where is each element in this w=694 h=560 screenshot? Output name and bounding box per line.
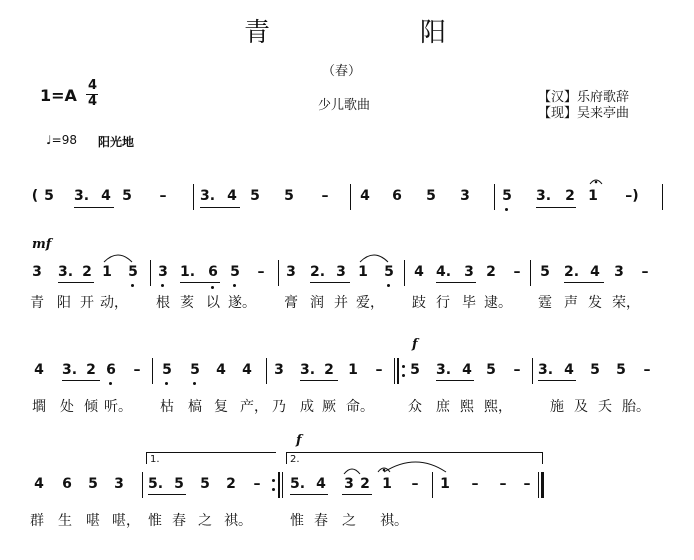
note: 5 xyxy=(44,188,54,204)
lyric: 跂 xyxy=(412,295,426,311)
lyric: 阳 xyxy=(57,295,71,311)
time-signature-bottom: 4 xyxy=(88,94,98,109)
note: 6 xyxy=(62,476,72,492)
lyric: 熙， xyxy=(484,399,512,415)
note: 6 xyxy=(208,264,218,280)
note: 1 xyxy=(382,476,392,492)
note: 2. xyxy=(564,264,580,280)
note: 5. xyxy=(148,476,164,492)
note: 3 xyxy=(32,264,42,280)
note: 5 xyxy=(410,362,420,378)
lyric: 之 xyxy=(198,513,212,529)
note: 5 xyxy=(426,188,436,204)
dynamic-f-1: f xyxy=(412,337,418,352)
note: 2 xyxy=(565,188,575,204)
note: 5 xyxy=(250,188,260,204)
note: 3. xyxy=(436,362,452,378)
note: 4 xyxy=(34,362,44,378)
lyric: 命。 xyxy=(346,399,374,415)
lyric: 遂。 xyxy=(228,295,256,311)
title-char-left: 青 xyxy=(244,18,271,48)
note: 5 xyxy=(128,264,138,280)
lyric: 行 xyxy=(436,295,450,311)
note: 5 xyxy=(616,362,626,378)
lyric: 荄 xyxy=(180,295,194,311)
note: – xyxy=(253,476,261,492)
lyric: 祺。 xyxy=(380,513,408,529)
note: 4 xyxy=(414,264,424,280)
note: 4 xyxy=(316,476,326,492)
note: 3 xyxy=(274,362,284,378)
slur xyxy=(104,255,132,262)
note: 3. xyxy=(536,188,552,204)
note: 3 xyxy=(286,264,296,280)
lyric: 众 xyxy=(408,399,422,415)
lyric: 厥 xyxy=(322,399,336,415)
lyric: 啿， xyxy=(112,513,140,529)
note: 4 xyxy=(360,188,370,204)
lyric: 声 xyxy=(564,295,578,311)
lyric: 乃 xyxy=(272,399,286,415)
note: 5 xyxy=(502,188,512,204)
note: – xyxy=(321,188,329,204)
note: 2. xyxy=(310,264,326,280)
lyric: 处 xyxy=(60,399,74,415)
note: 3 xyxy=(336,264,346,280)
lyric: 春 xyxy=(314,513,328,529)
subtitle: （春） xyxy=(322,64,362,79)
lyric: 复 xyxy=(214,399,228,415)
lyric: 根 xyxy=(156,295,170,311)
lyric: 逮。 xyxy=(484,295,512,311)
lyric: 荣， xyxy=(612,295,640,311)
note: 1 xyxy=(358,264,368,280)
lyric: 夭 xyxy=(598,399,612,415)
note: 3 xyxy=(344,476,354,492)
lyric: 开 xyxy=(80,295,94,311)
note: 4. xyxy=(436,264,452,280)
lyric: 庶 xyxy=(436,399,450,415)
note: – xyxy=(471,476,479,492)
note: 4 xyxy=(564,362,574,378)
note: 2 xyxy=(360,476,370,492)
lyric: 成 xyxy=(300,399,314,415)
note: 3 xyxy=(614,264,624,280)
lyric: 生 xyxy=(58,513,72,529)
lyric: 胎。 xyxy=(622,399,650,415)
lyric: 产， xyxy=(240,399,268,415)
note: 5 xyxy=(284,188,294,204)
lyric: 熙 xyxy=(460,399,474,415)
key-signature: 1=A xyxy=(40,86,77,105)
note: – xyxy=(411,476,419,492)
lyric: 春 xyxy=(172,513,186,529)
note: 2 xyxy=(486,264,496,280)
note: 5 xyxy=(190,362,200,378)
note: 4 xyxy=(462,362,472,378)
note: 3. xyxy=(300,362,316,378)
note: ( xyxy=(31,188,39,204)
note: 3 xyxy=(460,188,470,204)
lyric: 膏 xyxy=(284,295,298,311)
lyric: 倾 xyxy=(84,399,98,415)
lyric: 惟 xyxy=(148,513,162,529)
note: 3 xyxy=(158,264,168,280)
note: 3 xyxy=(114,476,124,492)
note: 5 xyxy=(174,476,184,492)
lyric: 及 xyxy=(574,399,588,415)
lyric: 群 xyxy=(30,513,44,529)
note: 4 xyxy=(101,188,111,204)
note: 6 xyxy=(392,188,402,204)
lyric: 青 xyxy=(30,295,44,311)
lyric: 啿 xyxy=(86,513,100,529)
note: 3. xyxy=(538,362,554,378)
note: 1. xyxy=(180,264,196,280)
note: 2 xyxy=(82,264,92,280)
note: 5 xyxy=(122,188,132,204)
lyric: 润 xyxy=(310,295,324,311)
lyric: 之 xyxy=(342,513,356,529)
note: 4 xyxy=(227,188,237,204)
note: – xyxy=(499,476,507,492)
volta-2-label: 2. xyxy=(290,454,300,465)
lyric: 毕 xyxy=(462,295,476,311)
note: 2 xyxy=(86,362,96,378)
note: – xyxy=(641,264,649,280)
dynamic-mf: mf xyxy=(32,237,52,252)
note: 2 xyxy=(226,476,236,492)
note: 2 xyxy=(324,362,334,378)
note: 1 xyxy=(102,264,112,280)
lyric: 枯 xyxy=(160,399,174,415)
note: 1 xyxy=(588,188,598,204)
note: 3. xyxy=(58,264,74,280)
note: 1 xyxy=(348,362,358,378)
lyric: 壛 xyxy=(32,399,46,415)
fermata-dot xyxy=(383,469,386,472)
lyric: 听。 xyxy=(104,399,132,415)
time-signature-top: 4 xyxy=(88,78,98,93)
note: 4 xyxy=(242,362,252,378)
tempo-mark: ♩=98 xyxy=(46,133,77,147)
lyric: 惟 xyxy=(290,513,304,529)
lyric: 动， xyxy=(100,295,128,311)
note: 5 xyxy=(590,362,600,378)
lyric: 爱， xyxy=(356,295,384,311)
note: – xyxy=(159,188,167,204)
note: –) xyxy=(625,188,639,204)
fermata-dot xyxy=(595,181,598,184)
note: 1 xyxy=(440,476,450,492)
note: – xyxy=(523,476,531,492)
note: 3. xyxy=(74,188,90,204)
note: 5 xyxy=(540,264,550,280)
title-char-right: 阳 xyxy=(420,18,447,48)
note: – xyxy=(643,362,651,378)
note: 5 xyxy=(384,264,394,280)
note: 5 xyxy=(200,476,210,492)
tie xyxy=(384,462,446,472)
note: 5 xyxy=(230,264,240,280)
genre-label: 少儿歌曲 xyxy=(318,98,371,113)
note: – xyxy=(133,362,141,378)
note: 5 xyxy=(486,362,496,378)
note: 5 xyxy=(162,362,172,378)
note: – xyxy=(375,362,383,378)
lyric: 以 xyxy=(206,295,220,311)
slur xyxy=(344,469,360,474)
composer-credit: 【现】吴来亭曲 xyxy=(538,106,630,121)
lyric: 发 xyxy=(588,295,602,311)
lyric: 槁 xyxy=(188,399,202,415)
note: – xyxy=(513,264,521,280)
lyric: 并 xyxy=(334,295,348,311)
note: 4 xyxy=(216,362,226,378)
note: 3 xyxy=(464,264,474,280)
note: 4 xyxy=(34,476,44,492)
note: 4 xyxy=(590,264,600,280)
note: 3. xyxy=(200,188,216,204)
note: 3. xyxy=(62,362,78,378)
lyric: 霆 xyxy=(538,295,552,311)
dynamic-f-2: f xyxy=(296,433,302,448)
note: – xyxy=(257,264,265,280)
volta-1-label: 1. xyxy=(150,454,160,465)
expression-mark: 阳光地 xyxy=(98,135,135,149)
lyricist-credit: 【汉】乐府歌辞 xyxy=(538,90,630,105)
note: 5. xyxy=(290,476,306,492)
slur xyxy=(360,255,388,262)
note: 6 xyxy=(106,362,116,378)
lyric: 施 xyxy=(550,399,564,415)
note: 5 xyxy=(88,476,98,492)
lyric: 祺。 xyxy=(224,513,252,529)
note: – xyxy=(513,362,521,378)
